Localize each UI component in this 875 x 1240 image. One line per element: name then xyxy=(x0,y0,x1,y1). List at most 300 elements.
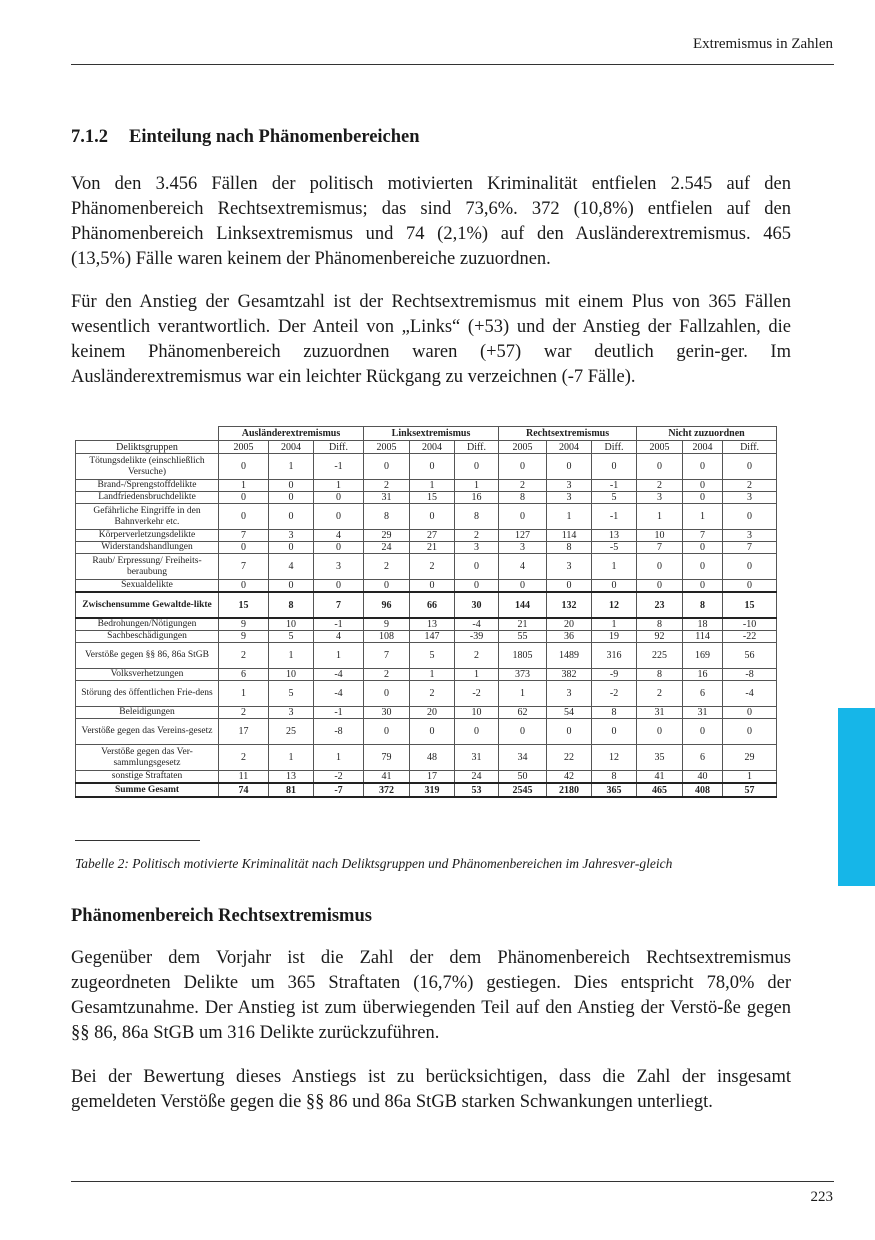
table-cell: -8 xyxy=(723,669,777,681)
table-cell: 2 xyxy=(410,554,455,580)
intro-paragraph-1: Von den 3.456 Fällen der politisch motivierten Kriminalität entfielen 2.545 auf den Phänomenbereich Rechtsextremismus; das sind 73,6%. 372 (10,8%) entfielen auf den Phänomenbereich Linksextremismus und 74 (2,1%) auf den Ausländerextremismus. 465 (13,5%) Fälle waren keinem der Phänomenbereiche zuzuordnen. xyxy=(71,174,791,269)
table-cell: 2 xyxy=(637,681,683,707)
subsection-heading: Phänomenbereich Rechtsextremismus xyxy=(71,906,372,926)
row-label: Zwischensumme Gewaltde-likte xyxy=(76,592,219,618)
table-cell: 1 xyxy=(723,771,777,784)
table-cell: 372 xyxy=(364,783,410,797)
table-cell: 0 xyxy=(410,454,455,480)
table-cell: 0 xyxy=(314,504,364,530)
table-cell: 0 xyxy=(723,580,777,593)
table-cell: 8 xyxy=(637,669,683,681)
table-cell: 30 xyxy=(364,707,410,719)
table-cell: 2 xyxy=(499,480,547,492)
year-header-cell: 2004 xyxy=(547,441,592,454)
row-label: Störung des öffentlichen Frie-dens xyxy=(76,681,219,707)
table-cell: 19 xyxy=(592,631,637,643)
table-cell: 8 xyxy=(499,492,547,504)
table-cell: 2 xyxy=(410,681,455,707)
table-cell: 42 xyxy=(547,771,592,784)
table-cell: 2 xyxy=(455,530,499,542)
table-cell: -39 xyxy=(455,631,499,643)
table-cell: 3 xyxy=(269,530,314,542)
table-cell: 0 xyxy=(364,454,410,480)
table-cell: 16 xyxy=(683,669,723,681)
table-row xyxy=(76,530,777,542)
table-cell: 373 xyxy=(499,669,547,681)
table-row xyxy=(76,454,777,480)
table-cell: 54 xyxy=(547,707,592,719)
table-cell: 34 xyxy=(499,745,547,771)
table-cell: 0 xyxy=(455,719,499,745)
table-cell: 4 xyxy=(269,554,314,580)
table-cell: 0 xyxy=(683,492,723,504)
table-body xyxy=(76,454,777,798)
year-header-cell: Diff. xyxy=(455,441,499,454)
table-cell: 79 xyxy=(364,745,410,771)
table-cell: 0 xyxy=(219,504,269,530)
table-cell: 3 xyxy=(314,554,364,580)
table-cell: 0 xyxy=(683,480,723,492)
row-label: Volksverhetzungen xyxy=(76,669,219,681)
table-cell: 0 xyxy=(314,542,364,554)
table-cell: 23 xyxy=(637,592,683,618)
table-cell: 0 xyxy=(410,719,455,745)
table-cell: 316 xyxy=(592,643,637,669)
table-cell: 9 xyxy=(219,631,269,643)
table-cell: 0 xyxy=(683,719,723,745)
table-cell: 1 xyxy=(314,480,364,492)
table-cell: 3 xyxy=(723,530,777,542)
table-row xyxy=(76,745,777,771)
table-cell: 0 xyxy=(499,719,547,745)
table-cell: 74 xyxy=(219,783,269,797)
table-cell: 4 xyxy=(314,631,364,643)
table-cell: 81 xyxy=(269,783,314,797)
table-cell: 16 xyxy=(455,492,499,504)
table-cell: 0 xyxy=(683,542,723,554)
table-cell: 2 xyxy=(364,554,410,580)
table-cell: 8 xyxy=(547,542,592,554)
row-label: Summe Gesamt xyxy=(76,783,219,797)
table-cell: 7 xyxy=(314,592,364,618)
table-cell: 8 xyxy=(637,618,683,631)
table-cell: 15 xyxy=(219,592,269,618)
table-cell: 1 xyxy=(410,669,455,681)
table-cell: 3 xyxy=(547,554,592,580)
crime-statistics-table xyxy=(75,426,777,798)
table-cell: 17 xyxy=(410,771,455,784)
table-cell: 3 xyxy=(547,681,592,707)
table-cell: 13 xyxy=(592,530,637,542)
table-cell: 3 xyxy=(269,707,314,719)
table-cell: 7 xyxy=(219,554,269,580)
table-cell: 41 xyxy=(637,771,683,784)
table-cell: 1 xyxy=(592,618,637,631)
year-header-cell: 2004 xyxy=(269,441,314,454)
table-cell: 169 xyxy=(683,643,723,669)
header-divider xyxy=(71,64,834,65)
table-corner-cell xyxy=(76,427,219,441)
year-header-cell: Diff. xyxy=(592,441,637,454)
table-cell: 1 xyxy=(314,745,364,771)
intro-paragraph-2: Für den Anstieg der Gesamtzahl ist der Rechtsextremismus mit einem Plus von 365 Fällen wesentlich verantwortlich. Der Anteil von „Links“ (+53) und der Anstieg der Fallzahlen, die keinem Phänomenbereich zuzuordnen waren (+57) war deutlich gerin-ger. Im Ausländerextremismus war ein leichter Rückgang zu verzeichnen (-7 Fälle). xyxy=(71,292,791,387)
table-cell: 0 xyxy=(410,580,455,593)
table-caption: Tabelle 2: Politisch motivierte Kriminalität nach Deliktsgruppen und Phänomenbereichen im Jahresver-gleich xyxy=(75,856,673,871)
table-cell: 7 xyxy=(683,530,723,542)
table-cell: 15 xyxy=(410,492,455,504)
table-cell: 1 xyxy=(410,480,455,492)
table-cell: 7 xyxy=(219,530,269,542)
row-label: Bedrohungen/Nötigungen xyxy=(76,618,219,631)
table-cell: 5 xyxy=(410,643,455,669)
table-cell: 20 xyxy=(410,707,455,719)
table-cell: 319 xyxy=(410,783,455,797)
table-cell: 53 xyxy=(455,783,499,797)
section-number: 7.1.2 xyxy=(71,127,108,147)
table-cell: -10 xyxy=(723,618,777,631)
row-label: Sachbeschädigungen xyxy=(76,631,219,643)
year-header-cell: 2005 xyxy=(364,441,410,454)
table-cell: 36 xyxy=(547,631,592,643)
table-cell: 12 xyxy=(592,745,637,771)
section-title: Einteilung nach Phänomenbereichen xyxy=(129,127,420,147)
table-cell: 1 xyxy=(269,454,314,480)
table-cell: 0 xyxy=(637,580,683,593)
row-label: Sexualdelikte xyxy=(76,580,219,593)
table-cell: 31 xyxy=(364,492,410,504)
footer-divider xyxy=(71,1181,834,1182)
table-cell: -1 xyxy=(314,707,364,719)
table-cell: 66 xyxy=(410,592,455,618)
table-cell: -2 xyxy=(314,771,364,784)
table-cell: 10 xyxy=(269,669,314,681)
table-row xyxy=(76,631,777,643)
table-cell: 1 xyxy=(637,504,683,530)
table-cell: 408 xyxy=(683,783,723,797)
table-cell: 31 xyxy=(637,707,683,719)
table-cell: 108 xyxy=(364,631,410,643)
table-cell: 225 xyxy=(637,643,683,669)
table-row xyxy=(76,707,777,719)
group-header-links: Linksextremismus xyxy=(364,427,499,441)
table-cell: -1 xyxy=(314,454,364,480)
table-cell: -1 xyxy=(592,504,637,530)
table-cell: -4 xyxy=(455,618,499,631)
table-cell: 9 xyxy=(364,618,410,631)
table-cell: 0 xyxy=(499,454,547,480)
table-cell: 3 xyxy=(723,492,777,504)
table-cell: 2 xyxy=(364,669,410,681)
table-cell: 55 xyxy=(499,631,547,643)
table-cell: 1 xyxy=(269,643,314,669)
group-header-rechts: Rechtsextremismus xyxy=(499,427,637,441)
table-cell: 7 xyxy=(364,643,410,669)
table-cell: 0 xyxy=(219,454,269,480)
table-cell: 0 xyxy=(269,504,314,530)
table-cell: 1 xyxy=(683,504,723,530)
table-row xyxy=(76,580,777,593)
table-cell: 0 xyxy=(723,719,777,745)
table-cell: 1 xyxy=(455,480,499,492)
row-label: Beleidigungen xyxy=(76,707,219,719)
table-row xyxy=(76,480,777,492)
row-label: Landfriedensbruchdelikte xyxy=(76,492,219,504)
table-cell: 0 xyxy=(314,492,364,504)
row-label: Widerstandshandlungen xyxy=(76,542,219,554)
table-cell: 0 xyxy=(723,454,777,480)
table-cell: 127 xyxy=(499,530,547,542)
table-cell: 0 xyxy=(683,454,723,480)
year-header-cell: Diff. xyxy=(314,441,364,454)
table-cell: 31 xyxy=(455,745,499,771)
table-cell: 0 xyxy=(269,542,314,554)
table-cell: 13 xyxy=(410,618,455,631)
table-cell: 57 xyxy=(723,783,777,797)
table-cell: 3 xyxy=(547,480,592,492)
table-cell: 1 xyxy=(547,504,592,530)
subsection-paragraph-1: Gegenüber dem Vorjahr ist die Zahl der dem Phänomenbereich Rechtsextremismus zugeordneten Delikte um 365 Straftaten (16,7%) gestiegen. Dies entspricht 78,0% der Gesamtzunahme. Der Anstieg ist zum überwiegenden Teil auf den Anstieg der Verstö-ße gegen §§ 86, 86a StGB um 316 Delikte zurückzuführen. xyxy=(71,948,791,1043)
table-cell: 29 xyxy=(364,530,410,542)
table-cell: 1 xyxy=(219,681,269,707)
table-cell: -9 xyxy=(592,669,637,681)
table-cell: 1 xyxy=(314,643,364,669)
table-cell: 10 xyxy=(455,707,499,719)
table-cell: 0 xyxy=(683,580,723,593)
table-row xyxy=(76,504,777,530)
table-row xyxy=(76,554,777,580)
row-label: sonstige Straftaten xyxy=(76,771,219,784)
row-label: Raub/ Erpressung/ Freiheits-beraubung xyxy=(76,554,219,580)
table-cell: 5 xyxy=(269,631,314,643)
table-cell: 8 xyxy=(592,707,637,719)
row-label: Körperverletzungsdelikte xyxy=(76,530,219,542)
table-cell: 114 xyxy=(547,530,592,542)
table-cell: 0 xyxy=(269,492,314,504)
table-cell: 11 xyxy=(219,771,269,784)
table-cell: 21 xyxy=(499,618,547,631)
table-cell: -2 xyxy=(592,681,637,707)
row-label: Verstöße gegen das Vereins-gesetz xyxy=(76,719,219,745)
table-cell: 0 xyxy=(499,580,547,593)
table-cell: -2 xyxy=(455,681,499,707)
table-cell: 41 xyxy=(364,771,410,784)
year-header-cell: 2005 xyxy=(637,441,683,454)
page-number: 223 xyxy=(810,1189,833,1205)
table-cell: 5 xyxy=(592,492,637,504)
table-cell: 0 xyxy=(637,554,683,580)
table-cell: 24 xyxy=(364,542,410,554)
table-cell: 0 xyxy=(219,542,269,554)
table-cell: 4 xyxy=(314,530,364,542)
table-cell: 29 xyxy=(723,745,777,771)
table-cell: 6 xyxy=(683,681,723,707)
year-header-cell: 2004 xyxy=(683,441,723,454)
table-row xyxy=(76,542,777,554)
table-year-header-row xyxy=(76,441,777,454)
table-cell: 62 xyxy=(499,707,547,719)
table-cell: -1 xyxy=(592,480,637,492)
table-cell: 3 xyxy=(637,492,683,504)
table-cell: 0 xyxy=(637,454,683,480)
crime-statistics-table-wrapper xyxy=(75,426,776,798)
table-row xyxy=(76,669,777,681)
table-cell: 8 xyxy=(455,504,499,530)
table-cell: 15 xyxy=(723,592,777,618)
table-cell: 17 xyxy=(219,719,269,745)
year-header-cell: 2005 xyxy=(499,441,547,454)
table-cell: 0 xyxy=(219,580,269,593)
caption-divider xyxy=(75,840,200,841)
table-cell: 132 xyxy=(547,592,592,618)
table-cell: 0 xyxy=(547,719,592,745)
year-header-cell: Diff. xyxy=(723,441,777,454)
table-cell: 0 xyxy=(219,492,269,504)
table-cell: -22 xyxy=(723,631,777,643)
table-cell: 0 xyxy=(410,504,455,530)
table-cell: 1 xyxy=(219,480,269,492)
table-cell: 30 xyxy=(455,592,499,618)
table-cell: 147 xyxy=(410,631,455,643)
row-label: Tötungsdelikte (einschließlich Versuche) xyxy=(76,454,219,480)
table-group-header-row xyxy=(76,427,777,441)
table-cell: -4 xyxy=(314,681,364,707)
table-row xyxy=(76,618,777,631)
table-row xyxy=(76,643,777,669)
row-label: Verstöße gegen §§ 86, 86a StGB xyxy=(76,643,219,669)
table-cell: 0 xyxy=(592,580,637,593)
table-cell: 6 xyxy=(683,745,723,771)
table-cell: 48 xyxy=(410,745,455,771)
table-cell: 0 xyxy=(723,707,777,719)
table-cell: 2 xyxy=(219,643,269,669)
table-cell: 0 xyxy=(455,580,499,593)
running-header-title: Extremismus in Zahlen xyxy=(693,36,833,52)
group-header-auslaender: Ausländerextremismus xyxy=(219,427,364,441)
table-cell: 0 xyxy=(592,454,637,480)
table-row xyxy=(76,771,777,784)
table-cell: 465 xyxy=(637,783,683,797)
table-cell: 2 xyxy=(637,480,683,492)
table-cell: 2 xyxy=(219,707,269,719)
section-heading xyxy=(71,127,420,148)
table-cell: -1 xyxy=(314,618,364,631)
table-cell: 2 xyxy=(723,480,777,492)
table-cell: 31 xyxy=(683,707,723,719)
table-cell: 365 xyxy=(592,783,637,797)
table-cell: 382 xyxy=(547,669,592,681)
table-cell: 2 xyxy=(455,643,499,669)
table-cell: 3 xyxy=(547,492,592,504)
table-cell: 3 xyxy=(455,542,499,554)
subsection-paragraph-2: Bei der Bewertung dieses Anstiegs ist zu berücksichtigen, dass die Zahl der insgesamt gemeldeten Verstöße gegen die §§ 86 und 86a StGB starken Schwankungen unterliegt. xyxy=(71,1067,791,1112)
table-cell: 22 xyxy=(547,745,592,771)
year-header-cell: 2005 xyxy=(219,441,269,454)
table-cell: 12 xyxy=(592,592,637,618)
table-cell: 40 xyxy=(683,771,723,784)
table-cell: 8 xyxy=(683,592,723,618)
table-cell: 96 xyxy=(364,592,410,618)
table-cell: 0 xyxy=(723,554,777,580)
table-cell: 1 xyxy=(269,745,314,771)
table-cell: 0 xyxy=(364,719,410,745)
table-cell: 18 xyxy=(683,618,723,631)
table-cell: 1 xyxy=(499,681,547,707)
table-cell: 10 xyxy=(637,530,683,542)
group-header-nicht-zuzuordnen: Nicht zuzuordnen xyxy=(637,427,777,441)
table-cell: 0 xyxy=(455,454,499,480)
table-cell: 1 xyxy=(592,554,637,580)
table-cell: 8 xyxy=(269,592,314,618)
table-cell: -5 xyxy=(592,542,637,554)
table-cell: 0 xyxy=(364,681,410,707)
table-cell: 8 xyxy=(592,771,637,784)
table-cell: 0 xyxy=(499,504,547,530)
table-row xyxy=(76,681,777,707)
table-cell: 8 xyxy=(364,504,410,530)
table-cell: 9 xyxy=(219,618,269,631)
table-row xyxy=(76,719,777,745)
table-cell: 24 xyxy=(455,771,499,784)
row-label: Brand-/Sprengstoffdelikte xyxy=(76,480,219,492)
table-cell: -8 xyxy=(314,719,364,745)
table-cell: 56 xyxy=(723,643,777,669)
table-cell: 92 xyxy=(637,631,683,643)
table-row xyxy=(76,492,777,504)
table-cell: 0 xyxy=(269,580,314,593)
table-cell: 0 xyxy=(637,719,683,745)
table-cell: 1489 xyxy=(547,643,592,669)
table-cell: 50 xyxy=(499,771,547,784)
table-cell: 0 xyxy=(314,580,364,593)
row-label: Gefährliche Eingriffe in den Bahnverkehr etc. xyxy=(76,504,219,530)
table-cell: 3 xyxy=(499,542,547,554)
table-cell: 1805 xyxy=(499,643,547,669)
table-cell: 0 xyxy=(547,454,592,480)
table-cell: 0 xyxy=(364,580,410,593)
table-cell: 114 xyxy=(683,631,723,643)
table-cell: 0 xyxy=(547,580,592,593)
row-header-label: Deliktsgruppen xyxy=(76,441,219,454)
table-cell: 2 xyxy=(219,745,269,771)
table-cell: 4 xyxy=(499,554,547,580)
table-cell: 6 xyxy=(219,669,269,681)
table-cell: 21 xyxy=(410,542,455,554)
table-cell: 0 xyxy=(269,480,314,492)
year-header-cell: 2004 xyxy=(410,441,455,454)
table-cell: 7 xyxy=(723,542,777,554)
table-cell: -4 xyxy=(314,669,364,681)
table-cell: 2545 xyxy=(499,783,547,797)
table-cell: 2180 xyxy=(547,783,592,797)
table-cell: 0 xyxy=(683,554,723,580)
table-cell: 144 xyxy=(499,592,547,618)
table-cell: 35 xyxy=(637,745,683,771)
table-cell: 20 xyxy=(547,618,592,631)
row-label: Verstöße gegen das Ver-sammlungsgesetz xyxy=(76,745,219,771)
table-cell: 27 xyxy=(410,530,455,542)
chapter-side-tab xyxy=(838,708,875,886)
table-cell: 25 xyxy=(269,719,314,745)
table-cell: 13 xyxy=(269,771,314,784)
table-cell: -4 xyxy=(723,681,777,707)
table-cell: 0 xyxy=(723,504,777,530)
table-row xyxy=(76,783,777,797)
table-cell: 0 xyxy=(455,554,499,580)
table-cell: 2 xyxy=(364,480,410,492)
table-cell: 10 xyxy=(269,618,314,631)
table-cell: -7 xyxy=(314,783,364,797)
table-cell: 7 xyxy=(637,542,683,554)
